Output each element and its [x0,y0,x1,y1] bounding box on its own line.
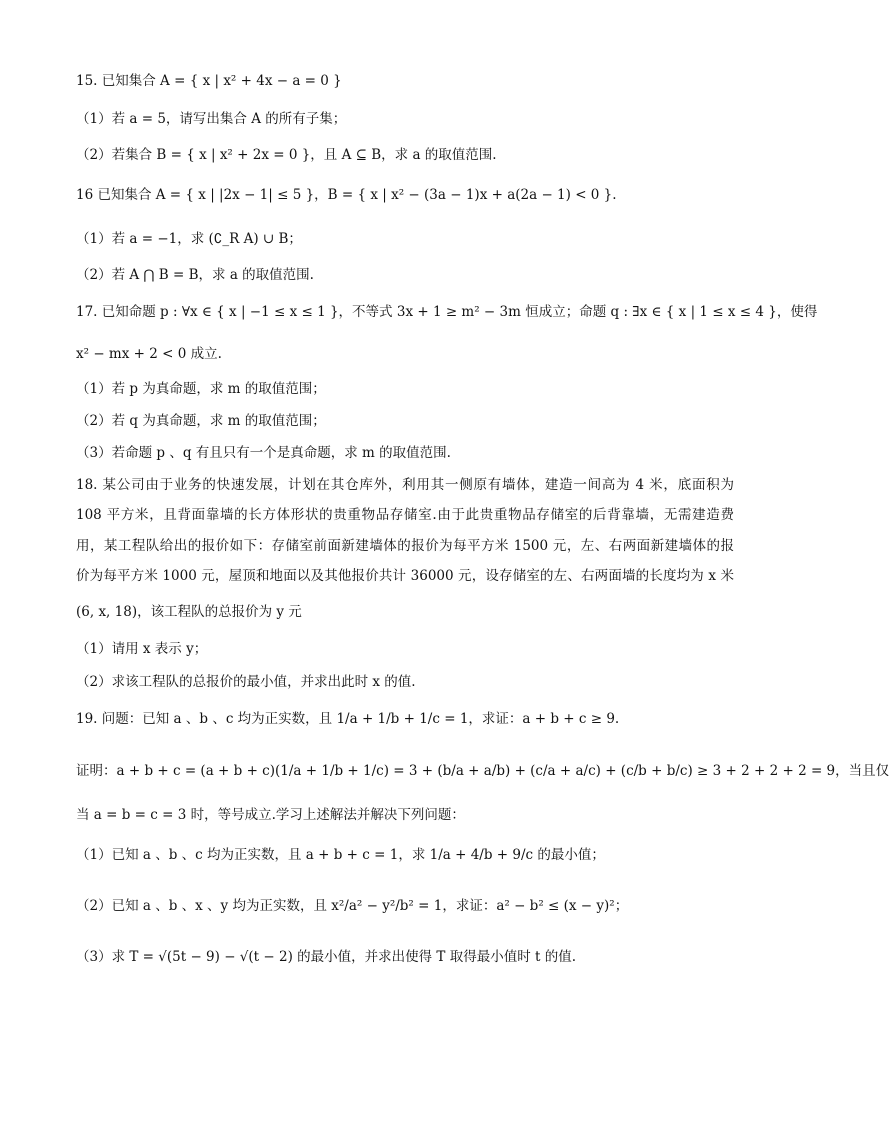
q19-part1: （1）已知 a 、b 、c 均为正实数，且 a + b + c = 1，求 1/a + 4/b + 9/c 的最小值； [76,847,605,863]
q16-part2: （2）若 A ⋂ B = B，求 a 的取值范围. [76,267,314,283]
q17-stem-line2: x² − mx + 2 < 0 成立. [76,346,222,362]
q18-line5: (6, x, 18)，该工程队的总报价为 y 元 [76,604,302,620]
q17-part2: （2）若 q 为真命题，求 m 的取值范围； [76,413,326,429]
q19-part3: （3）求 T = √(5t − 9) − √(t − 2) 的最小值，并求出使得 T 取得最小值时 t 的值. [76,949,577,965]
q15-part1: （1）若 a = 5，请写出集合 A 的所有子集； [76,111,347,127]
q16-stem: 16 已知集合 A = { x | |2x − 1| ≤ 5 }，B = { x | x² − (3a − 1)x + a(2a − 1) < 0 }. [76,187,617,203]
q17-part3: （3）若命题 p 、q 有且只有一个是真命题，求 m 的取值范围. [76,445,451,461]
q19-proof-line2: 当 a = b = c = 3 时，等号成立.学习上述解法并解决下列问题： [76,807,465,823]
q18-line4: 价为每平方米 1000 元，屋顶和地面以及其他报价共计 36000 元，设存储室的左、右两面墙的长度均为 x 米 [76,568,734,584]
q18-part1: （1）请用 x 表示 y； [76,641,208,657]
q16-part1: （1）若 a = −1，求 (∁_R A) ∪ B； [76,231,302,247]
q18-line3: 用，某工程队给出的报价如下：存储室前面新建墙体的报价为每平方米 1500 元，左、右两面新建墙体的报 [76,538,734,554]
q15-stem: 15. 已知集合 A = { x | x² + 4x − a = 0 } [76,73,342,89]
q19-problem: 19. 问题：已知 a 、b 、c 均为正实数，且 1/a + 1/b + 1/c = 1，求证：a + b + c ≥ 9. [76,711,620,727]
q18-line1: 18. 某公司由于业务的快速发展，计划在其仓库外，利用其一侧原有墙体，建造一间高为 4 米，底面积为 [76,477,734,493]
q17-part1: （1）若 p 为真命题，求 m 的取值范围； [76,381,326,397]
q15-part2: （2）若集合 B = { x | x² + 2x = 0 }，且 A ⊆ B，求 a 的取值范围. [76,147,497,163]
q17-stem-line1: 17. 已知命题 p : ∀x ∈ { x | −1 ≤ x ≤ 1 }，不等式 3x + 1 ≥ m² − 3m 恒成立；命题 q : ∃x ∈ { x | 1 ≤ x ≤ 4 }，使得 [76,304,818,320]
q19-proof-line1: 证明：a + b + c = (a + b + c)(1/a + 1/b + 1/c) = 3 + (b/a + a/b) + (c/a + a/c) + (c/b + b/c) ≥ 3 + 2 + 2 + 2 = 9，当且仅 [76,763,889,779]
q19-part2: （2）已知 a 、b 、x 、y 均为正实数，且 x²/a² − y²/b² = 1，求证：a² − b² ≤ (x − y)²； [76,898,629,914]
q18-part2: （2）求该工程队的总报价的最小值，并求出此时 x 的值. [76,674,416,690]
q18-line2: 108 平方米，且背面靠墙的长方体形状的贵重物品存储室.由于此贵重物品存储室的后背靠墙，无需建造费 [76,507,734,523]
